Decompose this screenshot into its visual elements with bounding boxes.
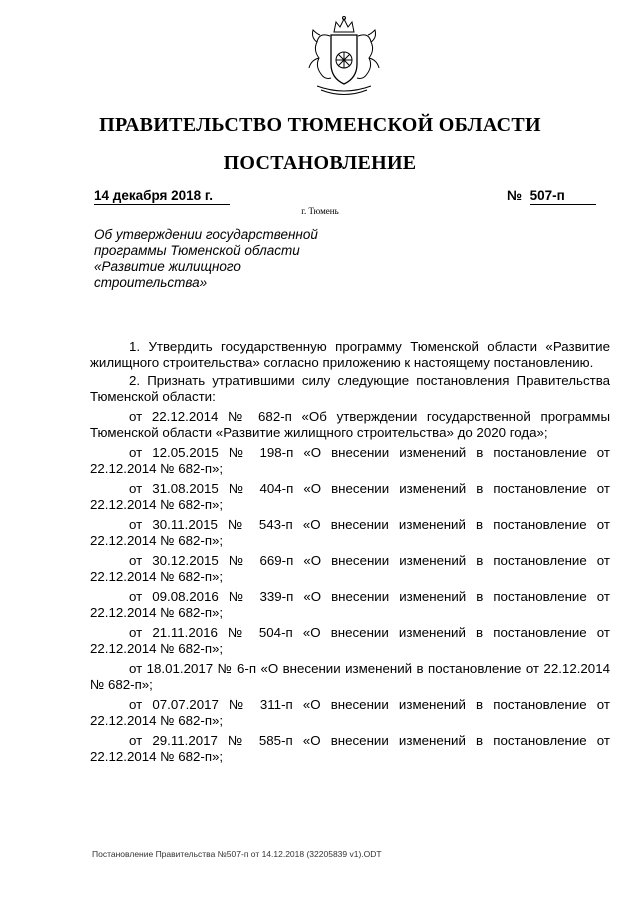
paragraph-2: 2. Признать утратившими силу следующие постановления Правительства Тюменской области: (90, 373, 610, 404)
number-value: 507-п (530, 188, 596, 205)
list-item: от 18.01.2017 № 6-п «О внесении изменений в постановление от 22.12.2014 № 682-п»; (90, 661, 610, 692)
list-item: от 12.05.2015 № 198-п «О внесении изменений в постановление от 22.12.2014 № 682-п»; (90, 445, 610, 476)
list-item: от 07.07.2017 № 311-п «О внесении изменений в постановление от 22.12.2014 № 682-п»; (90, 697, 610, 728)
document-type-title: ПОСТАНОВЛЕНИЕ (223, 152, 417, 174)
document-body (90, 339, 610, 769)
list-item: от 09.08.2016 № 339-п «О внесении изменений в постановление от 22.12.2014 № 682-п»; (90, 589, 610, 620)
list-item: от 22.12.2014 № 682-п «Об утверждении государственной программы Тюменской области «Развитие жилищного строительства» до 2020 года»; (90, 409, 610, 440)
government-title: ПРАВИТЕЛЬСТВО ТЮМЕНСКОЙ ОБЛАСТИ (99, 114, 541, 136)
city-label: г. Тюмень (301, 206, 339, 216)
document-subject: Об утверждении государственной программы Тюменской области «Развитие жилищного строительства» (94, 227, 318, 290)
list-item: от 21.11.2016 № 504-п «О внесении изменений в постановление от 22.12.2014 № 682-п»; (90, 625, 610, 656)
list-item: от 31.08.2015 № 404-п «О внесении изменений в постановление от 22.12.2014 № 682-п»; (90, 481, 610, 512)
paragraph-1: 1. Утвердить государственную программу Тюменской области «Развитие жилищного строительства» согласно приложению к настоящему постановлению. (90, 339, 610, 370)
tyumen-coat-of-arms-icon (303, 14, 385, 100)
list-item: от 29.11.2017 № 585-п «О внесении изменений в постановление от 22.12.2014 № 682-п»; (90, 733, 610, 764)
footer-filename: Постановление Правительства №507-п от 14.12.2018 (32205839 v1).ODT (92, 849, 382, 859)
number-prefix: № (507, 188, 523, 203)
list-item: от 30.12.2015 № 669-п «О внесении изменений в постановление от 22.12.2014 № 682-п»; (90, 553, 610, 584)
document-number (507, 188, 604, 205)
list-item: от 30.11.2015 № 543-п «О внесении изменений в постановление от 22.12.2014 № 682-п»; (90, 517, 610, 548)
document-date: 14 декабря 2018 г. (94, 188, 230, 205)
